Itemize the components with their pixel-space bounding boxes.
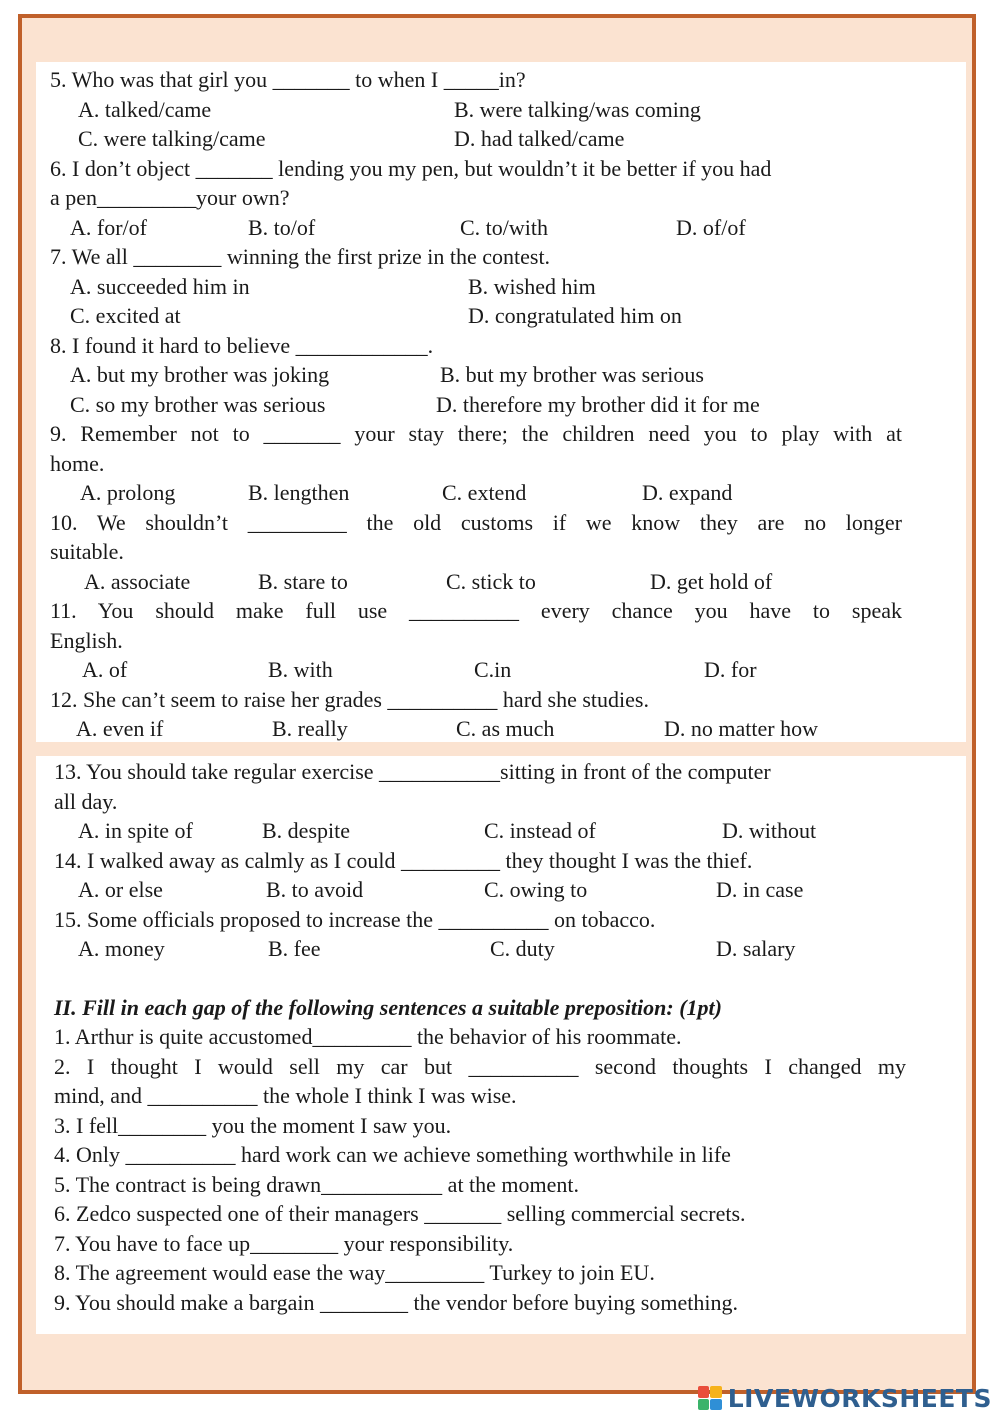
option-b[interactable]: B. wished him [468,273,596,299]
question-14: 14. I walked away as calmly as I could _________ they thought I was the thief. [54,847,753,873]
fill-item-2[interactable]: 2. I thought I would sell my car but __________ second thoughts I changed my [54,1053,906,1079]
worksheet-panel-1 [36,62,966,742]
fill-item-2-cont[interactable]: mind, and __________ the whole I think I was wise. [54,1083,517,1108]
option-d[interactable]: D. of/of [676,214,746,240]
option-a[interactable]: A. in spite of [78,818,193,843]
option-b[interactable]: B. to/of [248,214,316,240]
question-10-cont: suitable. [50,539,124,564]
question-6-cont: a pen_________your own? [50,185,290,210]
option-c[interactable]: C. to/with [460,214,549,240]
option-a[interactable]: A. associate [84,568,191,594]
question-8: 8. I found it hard to believe ____________. [50,332,434,358]
fill-item-3[interactable]: 3. I fell________ you the moment I saw you. [54,1112,452,1138]
option-c[interactable]: C. instead of [484,818,596,843]
option-b[interactable]: B. fee [268,936,321,961]
option-b[interactable]: B. but my brother was serious [440,362,704,387]
option-c[interactable]: C. stick to [446,568,536,594]
question-15-options [54,934,966,964]
option-b[interactable]: B. were talking/was coming [454,96,701,122]
option-d[interactable]: D. congratulated him on [468,303,682,328]
question-10: 10. We shouldn’t _________ the old customs if we know they are no longer [50,509,902,535]
logo-tile-3 [698,1399,710,1411]
option-d[interactable]: D. in case [716,877,804,902]
option-b[interactable]: B. really [272,716,348,741]
option-c[interactable]: C. so my brother was serious [70,391,326,417]
option-b[interactable]: B. lengthen [248,480,350,505]
option-c[interactable]: C. as much [456,716,555,741]
option-c[interactable]: C. were talking/came [78,126,266,151]
question-7: 7. We all ________ winning the first prize in the contest. [50,244,551,269]
option-a[interactable]: A. even if [76,716,164,741]
option-b[interactable]: B. stare to [258,568,348,594]
option-b[interactable]: B. with [268,657,333,682]
worksheet-panel-2 [36,756,966,1334]
fill-item-4[interactable]: 4. Only __________ hard work can we achieve something worthwhile in life [54,1142,731,1167]
option-a[interactable]: A. of [82,657,128,682]
option-a[interactable]: A. or else [78,877,163,902]
watermark-text: LIVEWORKSHEETS [727,1383,992,1413]
option-a[interactable]: A. prolong [80,480,176,505]
question-14-options [54,875,966,905]
question-5-options-row-2 [50,124,966,154]
liveworksheets-logo-icon [698,1386,722,1410]
question-9-options [50,478,966,508]
question-7-options-row-1 [50,272,966,302]
fill-item-9[interactable]: 9. You should make a bargain ________ the vendor before buying something. [54,1289,738,1315]
logo-tile-4 [710,1399,722,1411]
option-d[interactable]: D. for [704,657,757,682]
section-2-heading: II. Fill in each gap of the following sentences a suitable preposition: (1pt) [54,994,722,1020]
question-8-options-row-2 [50,390,966,420]
option-d[interactable]: D. salary [716,936,796,961]
question-8-options-row-1 [50,360,966,390]
option-d[interactable]: D. without [722,818,817,843]
option-a[interactable]: A. talked/came [78,96,212,122]
liveworksheets-watermark [698,1385,992,1411]
question-13: 13. You should take regular exercise ___________sitting in front of the computer [54,759,771,784]
question-5: 5. Who was that girl you _______ to when I _____in? [50,67,526,92]
fill-item-5[interactable]: 5. The contract is being drawn___________ at the moment. [54,1171,580,1197]
question-9: 9. Remember not to _______ your stay there; the children need you to play with at [50,421,902,446]
question-11-options [50,655,966,685]
option-d[interactable]: D. therefore my brother did it for me [436,391,760,417]
logo-tile-1 [698,1386,710,1398]
question-5-options-row-1 [50,95,966,125]
question-13-options [54,816,966,846]
option-c[interactable]: C. owing to [484,877,588,902]
question-6-options [50,213,966,243]
question-6: 6. I don’t object _______ lending you my pen, but wouldn’t it be better if you had [50,155,772,181]
question-13-cont: all day. [54,788,118,814]
question-15: 15. Some officials proposed to increase the __________ on tobacco. [54,906,656,932]
option-c[interactable]: C. excited at [70,303,181,328]
option-a[interactable]: A. but my brother was joking [70,362,330,387]
question-9-cont: home. [50,450,105,476]
option-d[interactable]: D. had talked/came [454,126,625,151]
spacer [54,964,966,993]
option-d[interactable]: D. get hold of [650,568,773,594]
option-a[interactable]: A. succeeded him in [70,273,250,299]
question-11-cont: English. [50,627,123,653]
fill-item-7[interactable]: 7. You have to face up________ your responsibility. [54,1230,514,1256]
question-10-options [50,567,966,597]
option-c[interactable]: C. extend [442,480,527,505]
question-12-options [50,714,966,744]
fill-item-6[interactable]: 6. Zedco suspected one of their managers _______ selling commercial secrets. [54,1201,746,1226]
question-12: 12. She can’t seem to raise her grades __________ hard she studies. [50,686,649,712]
question-7-options-row-2 [50,301,966,331]
option-c[interactable]: C.in [474,657,512,682]
option-b[interactable]: B. despite [262,818,350,843]
logo-tile-2 [710,1386,722,1398]
question-11: 11. You should make full use __________ every chance you have to speak [50,598,902,623]
option-a[interactable]: A. money [78,936,165,961]
fill-item-8[interactable]: 8. The agreement would ease the way_________ Turkey to join EU. [54,1260,655,1285]
fill-item-1[interactable]: 1. Arthur is quite accustomed_________ the behavior of his roommate. [54,1024,682,1049]
option-d[interactable]: D. expand [642,480,733,505]
option-a[interactable]: A. for/of [70,214,147,240]
option-d[interactable]: D. no matter how [664,716,818,741]
option-c[interactable]: C. duty [490,936,555,961]
option-b[interactable]: B. to avoid [266,877,364,902]
